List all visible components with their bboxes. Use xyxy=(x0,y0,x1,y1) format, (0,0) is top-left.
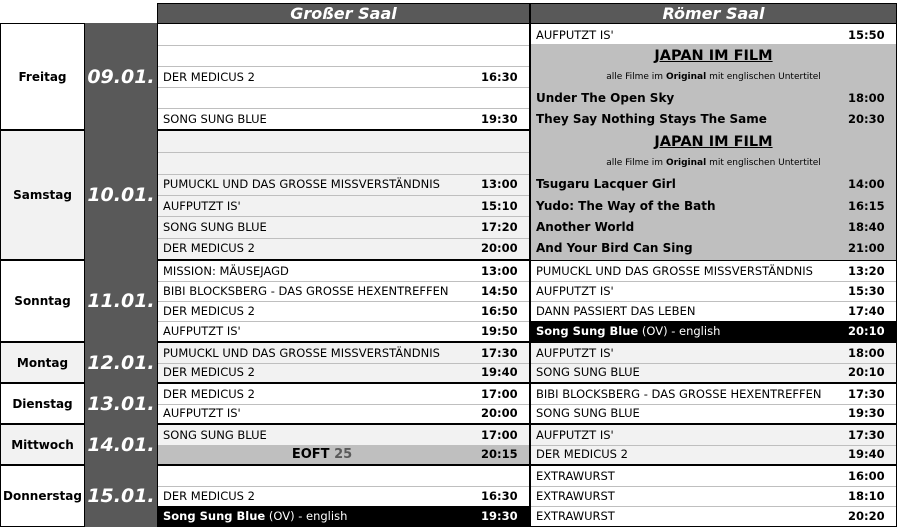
movie-title: SONG SUNG BLUE xyxy=(163,219,267,234)
screening-row xyxy=(531,363,896,383)
ov-screening xyxy=(158,506,529,526)
japan-im-film-heading: JAPAN IM FILM xyxy=(654,47,773,64)
showtime: 14:50 xyxy=(481,284,518,298)
showtime: 17:00 xyxy=(481,386,518,401)
movie-title: DER MEDICUS 2 xyxy=(163,304,255,318)
screening-row xyxy=(158,486,529,506)
eoft-text: EOFT xyxy=(291,446,330,462)
screening-row xyxy=(531,108,896,129)
screening-row xyxy=(531,404,896,424)
movie-title: DER MEDICUS 2 xyxy=(163,69,255,84)
screening-row xyxy=(531,343,896,363)
movie-title: SONG SUNG BLUE xyxy=(536,365,640,380)
showtime: 19:30 xyxy=(481,509,518,523)
ov-title xyxy=(531,324,848,338)
eoft-number: 25 xyxy=(334,446,353,462)
ov-screening xyxy=(531,321,896,341)
screening-row xyxy=(158,108,529,129)
showtime: 15:30 xyxy=(848,284,885,298)
movie-title: BIBI BLOCKSBERG - DAS GROSSE HEXENTREFFEN xyxy=(163,284,449,298)
movie-title: AUFPUTZT IS' xyxy=(163,198,241,213)
screening-row xyxy=(531,87,896,108)
ov-movie-title: Song Sung Blue xyxy=(536,324,639,338)
note-suffix: mit englischen Untertitel xyxy=(706,157,821,168)
movie-title: AUFPUTZT IS' xyxy=(536,345,614,360)
movie-title: DER MEDICUS 2 xyxy=(163,241,255,256)
date-cell: 09.01. xyxy=(85,23,157,130)
date-cell: 12.01. xyxy=(85,342,157,383)
showtime: 16:00 xyxy=(848,469,885,483)
header-roemer-saal: Römer Saal xyxy=(530,3,897,23)
showtime: 17:30 xyxy=(481,345,518,360)
showtime: 17:30 xyxy=(848,386,885,401)
showtime: 20:10 xyxy=(848,324,885,338)
japan-im-film-heading: JAPAN IM FILM xyxy=(654,133,773,150)
showtime: 18:10 xyxy=(848,489,885,503)
showtime: 19:30 xyxy=(848,406,885,421)
movie-title: Yudo: The Way of the Bath xyxy=(536,198,716,213)
screening-row xyxy=(158,363,529,383)
empty-row xyxy=(158,87,529,108)
screening-row xyxy=(531,425,896,445)
movie-title: DER MEDICUS 2 xyxy=(536,447,628,462)
day-name: Dienstag xyxy=(0,383,85,424)
showtime: 16:30 xyxy=(481,489,518,503)
showtime: 19:30 xyxy=(481,111,518,126)
japan-subtitle-note xyxy=(531,66,896,87)
empty-row xyxy=(158,152,529,173)
movie-title: They Say Nothing Stays The Same xyxy=(536,111,767,126)
screening-row xyxy=(531,466,896,486)
screening-row xyxy=(531,174,896,195)
screening-row xyxy=(158,66,529,87)
screening-row xyxy=(531,24,896,45)
screening-row xyxy=(158,425,529,445)
screening-row xyxy=(531,506,896,526)
screening-row xyxy=(531,195,896,216)
movie-title: SONG SUNG BLUE xyxy=(163,111,267,126)
date-cell: 10.01. xyxy=(85,130,157,260)
ov-lang: - english xyxy=(667,324,721,338)
day-name: Montag xyxy=(0,342,85,383)
ov-tag: (OV) xyxy=(641,324,668,338)
movie-title: DER MEDICUS 2 xyxy=(163,489,255,503)
movie-title: SONG SUNG BLUE xyxy=(536,406,640,421)
showtime: 20:30 xyxy=(848,111,885,126)
screening-row xyxy=(158,321,529,341)
showtime: 16:15 xyxy=(848,198,885,213)
movie-title: AUFPUTZT IS' xyxy=(536,27,614,42)
screening-row xyxy=(158,238,529,259)
screening-row xyxy=(158,404,529,424)
showtime: 21:00 xyxy=(848,241,885,256)
screening-row xyxy=(531,261,896,281)
movie-title: DER MEDICUS 2 xyxy=(163,386,255,401)
movie-title: DANN PASSIERT DAS LEBEN xyxy=(536,304,696,318)
movie-title: AUFPUTZT IS' xyxy=(536,284,614,298)
showtime: 13:00 xyxy=(481,177,518,192)
showtime: 17:20 xyxy=(481,219,518,234)
screening-row xyxy=(158,216,529,237)
ov-lang: - english xyxy=(294,509,348,523)
screening-row xyxy=(158,261,529,281)
note-prefix: alle Filme im xyxy=(606,157,666,168)
screening-row xyxy=(531,301,896,321)
empty-row xyxy=(158,45,529,66)
date-cell: 13.01. xyxy=(85,383,157,424)
showtime: 14:00 xyxy=(848,177,885,192)
note-original: Original xyxy=(665,157,707,168)
movie-title: PUMUCKL UND DAS GROSSE MISSVERSTÄNDNIS xyxy=(163,177,440,192)
movie-title: SONG SUNG BLUE xyxy=(163,427,267,442)
showtime: 18:00 xyxy=(848,90,885,105)
day-name: Mittwoch xyxy=(0,424,85,465)
ov-movie-title: Song Sung Blue xyxy=(163,509,266,523)
screening-row xyxy=(158,384,529,404)
movie-title: AUFPUTZT IS' xyxy=(163,324,241,338)
showtime: 20:10 xyxy=(848,365,885,380)
showtime: 20:00 xyxy=(481,406,518,421)
movie-title: PUMUCKL UND DAS GROSSE MISSVERSTÄNDNIS xyxy=(536,264,813,278)
screening-row xyxy=(531,445,896,465)
day-name: Donnerstag xyxy=(0,465,85,527)
header-grosser-saal: Großer Saal xyxy=(157,3,530,23)
movie-title: AUFPUTZT IS' xyxy=(163,406,241,421)
showtime: 17:30 xyxy=(848,427,885,442)
date-cell: 14.01. xyxy=(85,424,157,465)
eoft-screening xyxy=(158,445,529,465)
ov-tag: (OV) xyxy=(268,509,295,523)
screening-row xyxy=(531,384,896,404)
movie-title: Under The Open Sky xyxy=(536,90,675,105)
showtime: 13:20 xyxy=(848,264,885,278)
showtime: 15:10 xyxy=(481,198,518,213)
showtime: 17:40 xyxy=(848,304,885,318)
screening-row xyxy=(531,238,896,259)
note-prefix: alle Filme im xyxy=(606,71,666,82)
screening-row xyxy=(531,216,896,237)
showtime: 16:30 xyxy=(481,69,518,84)
showtime: 19:40 xyxy=(481,365,518,380)
day-name: Freitag xyxy=(0,23,85,130)
showtime: 20:15 xyxy=(481,447,518,462)
showtime: 20:20 xyxy=(848,509,885,523)
date-cell: 11.01. xyxy=(85,260,157,342)
movie-title: EXTRAWURST xyxy=(536,509,615,523)
empty-row xyxy=(158,131,529,152)
showtime: 16:50 xyxy=(481,304,518,318)
showtime: 13:00 xyxy=(481,264,518,278)
movie-title: EXTRAWURST xyxy=(536,469,615,483)
showtime: 17:00 xyxy=(481,427,518,442)
screening-row xyxy=(531,281,896,301)
eoft-label xyxy=(158,447,481,462)
movie-title: Another World xyxy=(536,219,635,234)
movie-title: Tsugaru Lacquer Girl xyxy=(536,177,676,192)
showtime: 20:00 xyxy=(481,241,518,256)
note-suffix: mit englischen Untertitel xyxy=(706,71,821,82)
screening-row xyxy=(158,281,529,301)
screening-row xyxy=(158,174,529,195)
screening-row xyxy=(158,195,529,216)
movie-title: DER MEDICUS 2 xyxy=(163,365,255,380)
day-name: Samstag xyxy=(0,130,85,260)
ov-title xyxy=(158,509,481,523)
screening-row xyxy=(158,301,529,321)
screening-row xyxy=(531,486,896,506)
empty-row xyxy=(158,24,529,45)
movie-title: And Your Bird Can Sing xyxy=(536,241,693,256)
empty-row xyxy=(158,466,529,486)
movie-title: MISSION: MÄUSEJAGD xyxy=(163,264,289,278)
movie-title: AUFPUTZT IS' xyxy=(536,427,614,442)
showtime: 18:00 xyxy=(848,345,885,360)
movie-title: BIBI BLOCKSBERG - DAS GROSSE HEXENTREFFEN xyxy=(536,386,822,401)
screening-row xyxy=(158,343,529,363)
showtime: 18:40 xyxy=(848,219,885,234)
movie-title: EXTRAWURST xyxy=(536,489,615,503)
japan-subtitle-note xyxy=(531,152,896,173)
showtime: 15:50 xyxy=(848,27,885,42)
day-name: Sonntag xyxy=(0,260,85,342)
showtime: 19:40 xyxy=(848,447,885,462)
date-cell: 15.01. xyxy=(85,465,157,527)
movie-title: PUMUCKL UND DAS GROSSE MISSVERSTÄNDNIS xyxy=(163,345,440,360)
note-original: Original xyxy=(665,71,707,82)
showtime: 19:50 xyxy=(481,324,518,338)
